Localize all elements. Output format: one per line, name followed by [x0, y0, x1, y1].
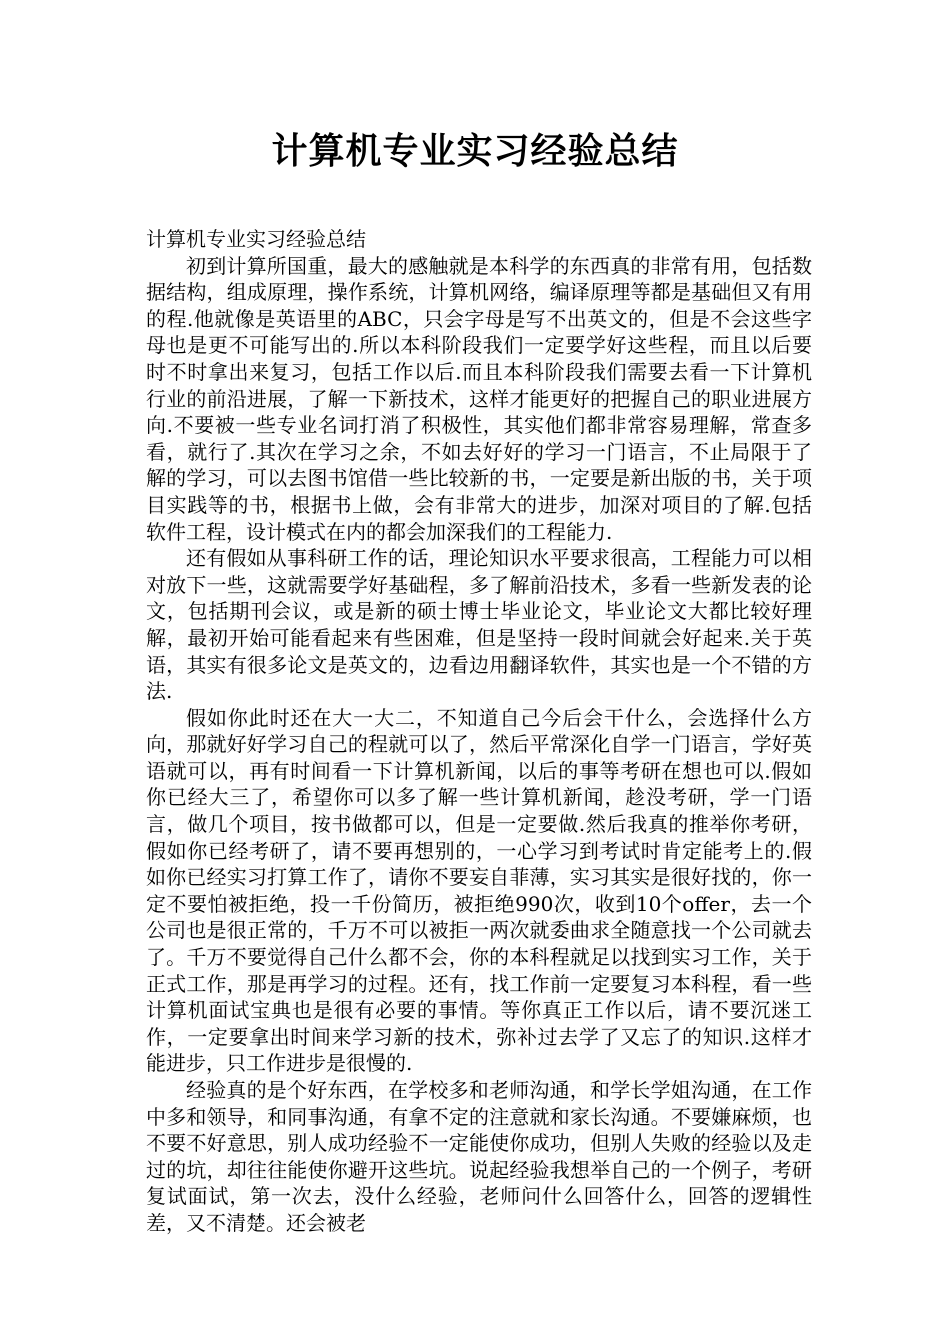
paragraph: 初到计算所国重，最大的感触就是本科学的东西真的非常有用，包括数据结构，组成原理，操作系统，计算机网络，编译原理等都是基础但又有用的程.他就像是英语里的ABC，只会字母是写不出英文的，但是不会这些字母也是更不可能写出的.所以本科阶段我们一定要学好这些程，而且以后要时不时拿出来复习，包括工作以后.而且本科阶段我们需要去看一下计算机行业的前沿进展，了解一下新技术，这样才能更好的把握自己的职业进展方向.不要被一些专业名词打消了积极性，其实他们都非常容易理解，常查多看，就行了.其次在学习之余，不如去好好的学习一门语言，不止局限于了解的学习，可以去图书馆借一些比较新的书，一定要是新出版的书，关于项目实践等的书，根据书上做，会有非常大的进步，加深对项目的了解.包括软件工程，设计模式在内的都会加深我们的工程能力.	[146, 253, 812, 544]
document-subtitle: 计算机专业实习经验总结	[146, 227, 366, 251]
paragraph: 经验真的是个好东西，在学校多和老师沟通，和学长学姐沟通，在工作中多和领导，和同事沟通，有拿不定的注意就和家长沟通。不要嫌麻烦，也不要不好意思，别人成功经验不一定能使你成功，但别人失败的经验以及走过的坑，却往往能使你避开这些坑。说起经验我想举自己的一个例子，考研复试面试，第一次去，没什么经验，老师问什么回答什么，回答的逻辑性差，又不清楚。还会被老	[146, 1078, 812, 1235]
document-body	[146, 226, 812, 1237]
paragraph: 假如你此时还在大一大二，不知道自己今后会干什么，会选择什么方向，那就好好学习自己的程就可以了，然后平常深化自学一门语言，学好英语就可以，再有时间看一下计算机新闻，以后的事等考研在想也可以.假如你已经大三了，希望你可以多了解一些计算机新闻，趁没考研，学一门语言，做几个项目，按书做都可以，但是一定要做.然后我真的推举你考研，假如你已经考研了，请不要再想别的，一心学习到考试时肯定能考上的.假如你已经实习打算工作了，请你不要妄自菲薄，实习其实是很好找的，你一定不要怕被拒绝，投一千份简历，被拒绝990次，收到10个offer，去一个公司也是很正常的，千万不可以被拒一两次就委曲求全随意找一个公司就去了。千万不要觉得自己什么都不会，你的本科程就足以找到实习工作，关于正式工作，那是再学习的过程。还有，找工作前一定要复习本科程，看一些计算机面试宝典也是很有必要的事情。等你真正工作以后，请不要沉迷工作，一定要拿出时间来学习新的技术，弥补过去学了又忘了的知识.这样才能进步，只工作进步是很慢的.	[146, 705, 812, 1076]
paragraph: 还有假如从事科研工作的话，理论知识水平要求很高，工程能力可以相对放下一些，这就需要学好基础程，多了解前沿技术，多看一些新发表的论文，包括期刊会议，或是新的硕士博士毕业论文，毕业论文大都比较好理解，最初开始可能看起来有些困难，但是坚持一段时间就会好起来.关于英语，其实有很多论文是英文的，边看边用翻译软件，其实也是一个不错的方法.	[146, 546, 812, 704]
document-title: 计算机专业实习经验总结	[271, 131, 679, 172]
